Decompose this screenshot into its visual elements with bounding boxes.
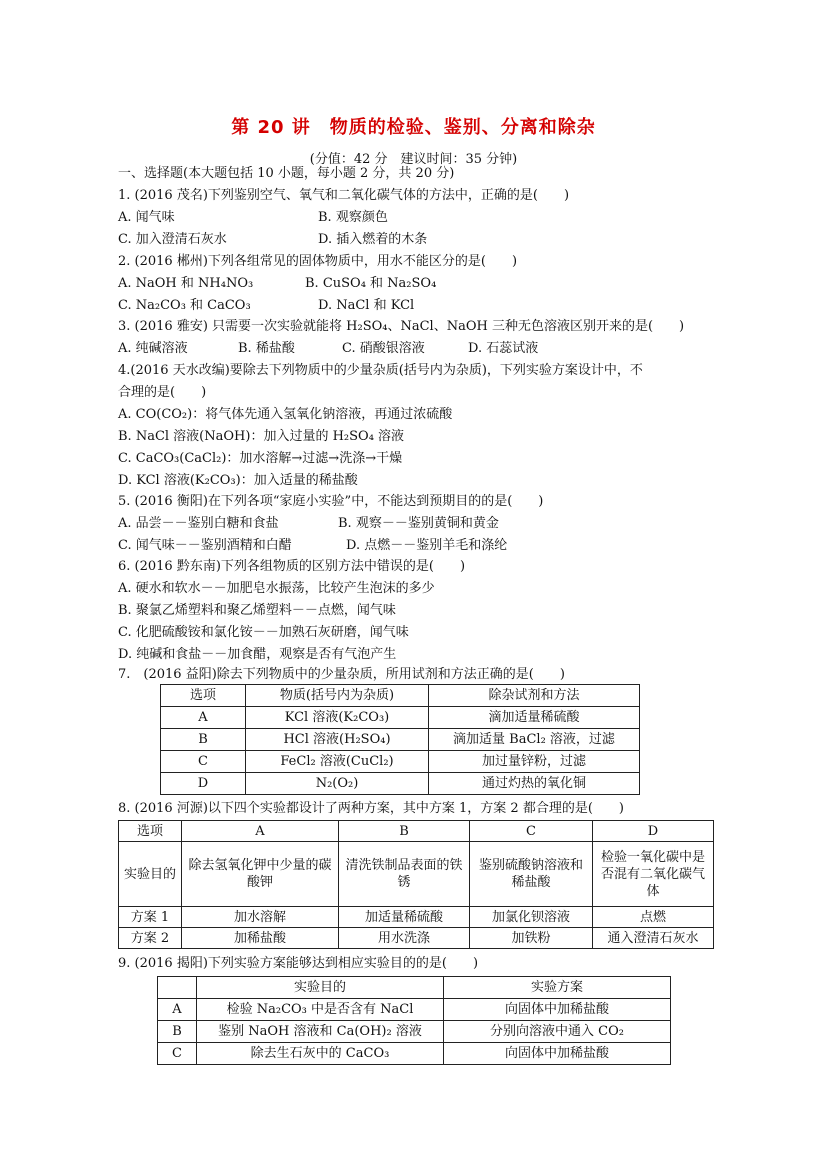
table-header-cell: 除杂试剂和方法 [429,685,640,707]
table-row [158,1021,671,1043]
table-cell: 点燃 [593,907,714,928]
table-row [119,842,714,907]
table-cell: A [161,707,246,729]
table-row [119,907,714,928]
table-cell: 加氯化钡溶液 [470,907,593,928]
table-cell: C [161,751,246,773]
table-cell: 鉴别硫酸钠溶液和稀盐酸 [470,842,593,907]
table-cell: 加稀盐酸 [182,928,339,949]
table-header-cell: 实验方案 [444,977,671,999]
table-cell: 加过量锌粉，过滤 [429,751,640,773]
table-header-cell: 实验目的 [197,977,444,999]
question-8-table [118,820,714,949]
table-cell: 检验 Na₂CO₃ 中是否含有 NaCl [197,999,444,1021]
table-cell: 除去氢氧化钾中少量的碳酸钾 [182,842,339,907]
question-9-table [157,976,671,1065]
table-header-cell: A [182,821,339,842]
table-cell: 向固体中加稀盐酸 [444,1043,671,1065]
question-5-option-b: B. 观察－－鉴别黄铜和黄金 [338,516,499,531]
question-7-stem: 7. (2016 益阳)除去下列物质中的少量杂质，所用试剂和方法正确的是( ) [118,667,565,682]
question-5-option-a: A. 品尝－－鉴别白糖和食盐 [118,516,279,531]
question-6-stem: 6. (2016 黔东南)下列各组物质的区别方法中错误的是( ) [118,559,466,574]
page-title: 第 20 讲 物质的检验、鉴别、分离和除杂 [231,117,596,138]
table-cell: 加铁粉 [470,928,593,949]
question-1-option-a: A. 闻气味 [118,210,175,225]
question-2-option-c: C. Na₂CO₃ 和 CaCO₃ [118,298,251,313]
table-cell: 加适量稀硫酸 [339,907,470,928]
table-cell: 分别向溶液中通入 CO₂ [444,1021,671,1043]
table-header-cell [158,977,197,999]
table-cell: B [158,1021,197,1043]
section-heading: 一、选择题(本大题包括 10 小题，每小题 2 分，共 20 分) [118,166,455,181]
table-cell: D [161,773,246,795]
table-cell: 鉴别 NaOH 溶液和 Ca(OH)₂ 溶液 [197,1021,444,1043]
table-cell: KCl 溶液(K₂CO₃) [246,707,429,729]
question-9-stem: 9. (2016 揭阳)下列实验方案能够达到相应实验目的的是( ) [118,956,479,971]
table-cell: FeCl₂ 溶液(CuCl₂) [246,751,429,773]
table-row [119,928,714,949]
question-6-option-b: B. 聚氯乙烯塑料和聚乙烯塑料－－点燃，闻气味 [118,603,396,618]
table-row [161,707,640,729]
question-5-option-d: D. 点燃－－鉴别羊毛和涤纶 [346,538,508,553]
table-row [158,1043,671,1065]
table-cell: HCl 溶液(H₂SO₄) [246,729,429,751]
table-cell: 通过灼热的氧化铜 [429,773,640,795]
question-5-option-c: C. 闻气味－－鉴别酒精和白醋 [118,538,292,553]
question-3-option-d: D. 石蕊试液 [468,341,539,356]
table-cell: 滴加适量稀硫酸 [429,707,640,729]
table-cell: 通入澄清石灰水 [593,928,714,949]
table-cell: 加水溶解 [182,907,339,928]
table-cell: 除去生石灰中的 CaCO₃ [197,1043,444,1065]
question-2-option-a: A. NaOH 和 NH₄NO₃ [118,276,254,291]
table-cell: 检验一氧化碳中是否混有二氧化碳气体 [593,842,714,907]
table-row [161,773,640,795]
question-7-table [160,684,640,795]
question-6-option-a: A. 硬水和软水－－加肥皂水振荡，比较产生泡沫的多少 [118,581,435,596]
table-cell: 用水洗涤 [339,928,470,949]
question-3-option-a: A. 纯碱溶液 [118,341,188,356]
table-row [161,729,640,751]
table-cell: A [158,999,197,1021]
question-3-option-b: B. 稀盐酸 [238,341,295,356]
table-cell: 方案 1 [119,907,182,928]
question-2-option-b: B. CuSO₄ 和 Na₂SO₄ [305,276,437,291]
table-header-row [161,685,640,707]
question-8-stem: 8. (2016 河源)以下四个实验都设计了两种方案，其中方案 1，方案 2 都合理的是( ) [118,801,624,816]
table-header-cell: C [470,821,593,842]
table-cell: B [161,729,246,751]
page-subtitle: (分值：42 分 建议时间：35 分钟) [309,152,518,167]
question-3-stem: 3. (2016 雅安) 只需要一次实验就能将 H₂SO₄、NaCl、NaOH 三种无色溶液区别开来的是( ) [118,319,685,334]
table-cell: 滴加适量 BaCl₂ 溶液，过滤 [429,729,640,751]
table-cell: C [158,1043,197,1065]
question-2-option-d: D. NaCl 和 KCl [318,298,415,313]
table-header-cell: 物质(括号内为杂质) [246,685,429,707]
question-2-stem: 2. (2016 郴州)下列各组常见的固体物质中，用水不能区分的是( ) [118,254,518,269]
question-1-option-c: C. 加入澄清石灰水 [118,232,227,247]
question-4-stem-line2: 合理的是( ) [118,385,207,400]
question-6-option-d: D. 纯碱和食盐－－加食醋，观察是否有气泡产生 [118,647,397,662]
table-header-row [158,977,671,999]
table-cell: 向固体中加稀盐酸 [444,999,671,1021]
table-row [158,999,671,1021]
question-1-option-b: B. 观察颜色 [318,210,388,225]
question-4-option-d: D. KCl 溶液(K₂CO₃)：加入适量的稀盐酸 [118,473,358,488]
question-1-option-d: D. 插入燃着的木条 [318,232,428,247]
question-4-option-a: A. CO(CO₂)：将气体先通入氢氧化钠溶液，再通过浓硫酸 [118,407,453,422]
question-1-stem: 1. (2016 茂名)下列鉴别空气、氧气和二氧化碳气体的方法中，正确的是( ) [118,188,570,203]
table-cell: N₂(O₂) [246,773,429,795]
table-header-cell: 选项 [119,821,182,842]
table-cell: 实验目的 [119,842,182,907]
question-4-stem-line1: 4.(2016 天水改编)要除去下列物质中的少量杂质(括号内为杂质)，下列实验方案设计中，不 [118,363,643,378]
table-header-row [119,821,714,842]
table-header-cell: B [339,821,470,842]
question-3-option-c: C. 硝酸银溶液 [342,341,425,356]
table-cell: 方案 2 [119,928,182,949]
table-row [161,751,640,773]
question-5-stem: 5. (2016 衡阳)在下列各项“家庭小实验”中，不能达到预期目的的是( ) [118,494,544,509]
question-4-option-b: B. NaCl 溶液(NaOH)：加入过量的 H₂SO₄ 溶液 [118,429,405,444]
question-4-option-c: C. CaCO₃(CaCl₂)：加水溶解→过滤→洗涤→干燥 [118,451,403,466]
table-header-cell: D [593,821,714,842]
table-cell: 清洗铁制品表面的铁锈 [339,842,470,907]
table-header-cell: 选项 [161,685,246,707]
question-6-option-c: C. 化肥硫酸铵和氯化铵－－加熟石灰研磨，闻气味 [118,625,409,640]
